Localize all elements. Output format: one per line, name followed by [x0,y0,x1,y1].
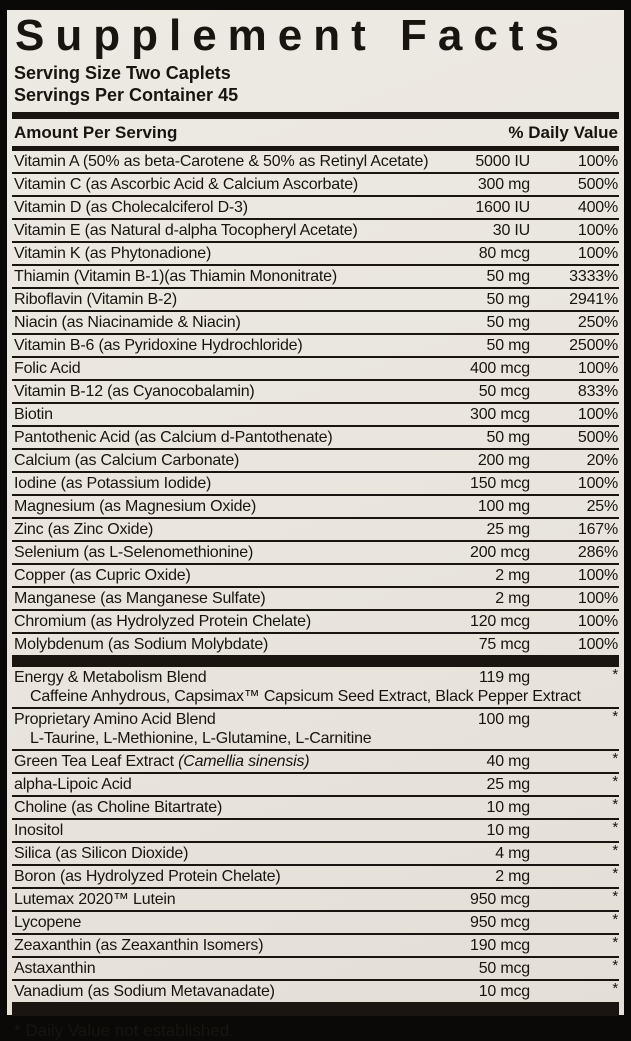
table-row [12,358,619,381]
ingredient-cell [14,336,424,355]
table-row [12,565,619,588]
ingredient-daily-value: 100% [577,590,618,607]
section-divider-bar [12,112,619,119]
ingredient-cell [14,775,424,794]
table-row [12,820,619,843]
table-row [12,611,619,634]
table-row [12,958,619,981]
ingredient-cell [14,752,424,771]
ingredient-cell [14,936,424,955]
ingredient-cell [14,520,424,539]
vitamins-minerals-table [12,151,619,657]
ingredient-name: Pantothenic Acid (as Calcium d-Pantothenate) [14,429,333,446]
ingredient-name: Folic Acid [14,360,81,377]
ingredient-cell [14,405,424,424]
daily-value-footnote: * Daily Value not established. [14,1021,234,1040]
ingredient-name: Vitamin D (as Cholecalciferol D-3) [14,199,248,216]
table-row [12,335,619,358]
ingredient-cell [14,798,424,817]
table-row [12,381,619,404]
ingredient-daily-value: 100% [577,613,618,630]
ingredient-amount: 150 mcg [470,475,530,492]
ingredient-amount: 120 mcg [470,613,530,630]
ingredient-cell [14,589,424,608]
ingredient-amount: 100 mg [477,498,530,515]
ingredient-amount: 30 IU [492,222,530,239]
ingredient-cell [14,612,424,631]
ingredient-amount: 190 mcg [470,937,530,954]
ingredient-cell [14,290,424,309]
ingredient-cell [14,244,424,263]
ingredient-cell [14,497,424,516]
ingredient-amount: 4 mg [495,845,530,862]
ingredient-name: Vitamin A (50% as beta-Carotene & 50% as Retinyl Acetate) [14,153,429,170]
ingredient-daily-value: 500% [577,429,618,446]
ingredient-cell [14,959,424,978]
ingredient-cell [14,821,424,840]
ingredient-amount: 50 mcg [478,960,530,977]
table-row [12,935,619,958]
ingredient-name: Vitamin B-6 (as Pyridoxine Hydrochloride) [14,337,303,354]
table-row [12,266,619,289]
ingredient-daily-value: * [612,708,618,725]
ingredient-cell [14,175,424,194]
ingredient-name: Copper (as Cupric Oxide) [14,567,191,584]
supplement-facts-label [7,10,624,1040]
ingredient-name: Iodine (as Potassium Iodide) [14,475,212,492]
ingredient-amount: 50 mg [486,314,530,331]
ingredient-amount: 50 mg [486,291,530,308]
ingredient-name: Green Tea Leaf Extract (Camellia sinensis) [14,753,310,770]
ingredient-name: Calcium (as Calcium Carbonate) [14,452,240,469]
table-row [12,289,619,312]
ingredient-name: Riboflavin (Vitamin B-2) [14,291,177,308]
ingredient-name: Lutemax 2020™ Lutein [14,891,176,908]
ingredient-name: Astaxanthin [14,960,96,977]
ingredient-daily-value: * [612,796,618,813]
ingredient-daily-value: * [612,888,618,905]
ingredient-daily-value: 100% [577,153,618,170]
ingredient-cell [14,890,424,909]
ingredient-daily-value: 100% [577,475,618,492]
ingredient-cell [14,867,424,886]
ingredient-daily-value: * [612,819,618,836]
ingredient-name: Vitamin C (as Ascorbic Acid & Calcium Ascorbate) [14,176,359,193]
ingredient-name: Magnesium (as Magnesium Oxide) [14,498,257,515]
table-row [12,797,619,820]
ingredient-amount: 80 mcg [478,245,530,262]
table-row [12,473,619,496]
ingredient-amount: 50 mg [486,337,530,354]
ingredient-daily-value: 100% [577,360,618,377]
ingredient-name: Boron (as Hydrolyzed Protein Chelate) [14,868,281,885]
ingredient-amount: 100 mg [477,711,530,728]
table-row [12,243,619,266]
table-row [12,866,619,889]
ingredient-amount: 10 mg [486,822,530,839]
table-row [12,220,619,243]
ingredient-name: Biotin [14,406,53,423]
ingredient-cell [14,152,429,171]
ingredient-daily-value: 250% [577,314,618,331]
ingredient-amount: 5000 IU [475,153,530,170]
ingredient-amount: 50 mcg [478,383,530,400]
ingredient-amount: 119 mg [479,669,530,686]
ingredient-name: Vanadium (as Sodium Metavanadate) [14,983,275,1000]
ingredient-cell [14,267,424,286]
ingredient-daily-value: * [612,980,618,997]
ingredient-cell [14,982,424,1001]
ingredient-daily-value: 25% [586,498,618,515]
ingredient-daily-value: 2941% [569,291,618,308]
ingredient-amount: 75 mcg [478,636,530,653]
ingredient-daily-value: 100% [577,406,618,423]
table-row [12,450,619,473]
ingredient-amount: 25 mg [486,521,530,538]
ingredient-amount: 50 mg [486,268,530,285]
ingredient-daily-value: 20% [586,452,618,469]
table-row [12,634,619,657]
ingredient-name: Selenium (as L-Selenomethionine) [14,544,254,561]
ingredient-cell [14,359,424,378]
ingredient-amount: 1600 IU [475,199,530,216]
column-header-row [12,119,619,146]
ingredient-amount: 200 mg [477,452,530,469]
table-row [12,843,619,866]
ingredient-name: Proprietary Amino Acid Blend [14,711,216,728]
ingredient-name: Manganese (as Manganese Sulfate) [14,590,266,607]
ingredient-amount: 950 mcg [470,891,530,908]
ingredient-cell [14,382,424,401]
table-row [12,197,619,220]
ingredient-name: Chromium (as Hydrolyzed Protein Chelate) [14,613,312,630]
ingredient-daily-value: * [612,957,618,974]
ingredient-amount: 2 mg [495,567,530,584]
ingredient-amount: 10 mg [486,799,530,816]
ingredient-cell [14,198,424,217]
ingredient-amount: 10 mcg [478,983,530,1000]
ingredient-name: Inositol [14,822,64,839]
ingredient-amount: 950 mcg [470,914,530,931]
ingredient-daily-value: * [612,773,618,790]
ingredient-daily-value: 100% [577,636,618,653]
ingredient-name: Thiamin (Vitamin B-1)(as Thiamin Mononitrate) [14,268,337,285]
serving-size-text: Serving Size Two Caplets [14,63,231,83]
ingredient-name: Zeaxanthin (as Zeaxanthin Isomers) [14,937,264,954]
table-row [12,751,619,774]
ingredient-amount: 300 mg [477,176,530,193]
ingredient-daily-value: 100% [577,245,618,262]
ingredient-name: Silica (as Silicon Dioxide) [14,845,189,862]
daily-value-header: % Daily Value [508,123,618,142]
table-row [12,404,619,427]
ingredient-sub-list: L-Taurine, L-Methionine, L-Glutamine, L-Carnitine [30,730,372,747]
table-row [12,709,619,751]
ingredient-amount: 400 mcg [470,360,530,377]
ingredient-daily-value: * [612,934,618,951]
ingredient-amount: 200 mcg [470,544,530,561]
table-row [12,312,619,335]
ingredient-name: Molybdenum (as Sodium Molybdate) [14,636,269,653]
ingredient-name: Zinc (as Zinc Oxide) [14,521,154,538]
ingredient-daily-value: 100% [577,567,618,584]
ingredient-cell [14,635,424,654]
ingredient-name: Niacin (as Niacinamide & Niacin) [14,314,241,331]
ingredient-name: Choline (as Choline Bitartrate) [14,799,223,816]
table-row [12,427,619,450]
ingredient-daily-value: 167% [577,521,618,538]
section-divider-bar [12,657,619,667]
ingredient-amount: 40 mg [486,753,530,770]
blends-table [12,667,619,1004]
ingredient-daily-value: * [612,750,618,767]
ingredient-cell [14,913,424,932]
ingredient-amount: 2 mg [495,868,530,885]
ingredient-cell [14,710,424,748]
ingredient-amount: 2 mg [495,590,530,607]
ingredient-daily-value: * [612,911,618,928]
ingredient-amount: 50 mg [486,429,530,446]
ingredient-daily-value: 400% [577,199,618,216]
ingredient-cell [14,221,424,240]
ingredient-sub-list: Caffeine Anhydrous, Capsimax™ Capsicum Seed Extract, Black Pepper Extract [30,688,581,705]
ingredient-amount: 25 mg [486,776,530,793]
ingredient-daily-value: 833% [577,383,618,400]
table-row [12,151,619,174]
ingredient-amount: 300 mcg [470,406,530,423]
table-row [12,496,619,519]
ingredient-daily-value: * [612,865,618,882]
table-row [12,889,619,912]
table-row [12,981,619,1004]
ingredient-cell [14,451,424,470]
ingredient-name: Vitamin B-12 (as Cyanocobalamin) [14,383,255,400]
table-row [12,912,619,935]
section-divider-bar [12,1004,619,1016]
ingredient-daily-value: 500% [577,176,618,193]
ingredient-name: alpha-Lipoic Acid [14,776,132,793]
ingredient-daily-value: 100% [577,222,618,239]
ingredient-daily-value: 2500% [569,337,618,354]
page-title: Supplement Facts [15,11,570,60]
ingredient-cell [14,428,424,447]
ingredient-cell [14,474,424,493]
ingredient-cell [14,566,424,585]
ingredient-cell [14,844,424,863]
table-row [12,774,619,797]
ingredient-daily-value: * [612,666,618,683]
table-row [12,542,619,565]
table-row [12,667,619,709]
table-row [12,519,619,542]
servings-per-container-text: Servings Per Container 45 [14,85,239,105]
serving-info [12,62,619,106]
ingredient-cell [14,313,424,332]
amount-per-serving-header: Amount Per Serving [14,123,178,142]
ingredient-name: Vitamin E (as Natural d-alpha Tocopheryl Acetate) [14,222,358,239]
ingredient-name: Energy & Metabolism Blend [14,669,207,686]
ingredient-name: Lycopene [14,914,82,931]
table-row [12,588,619,611]
ingredient-cell [14,543,424,562]
ingredient-daily-value: * [612,842,618,859]
ingredient-daily-value: 3333% [569,268,618,285]
ingredient-daily-value: 286% [577,544,618,561]
ingredient-name: Vitamin K (as Phytonadione) [14,245,212,262]
table-row [12,174,619,197]
